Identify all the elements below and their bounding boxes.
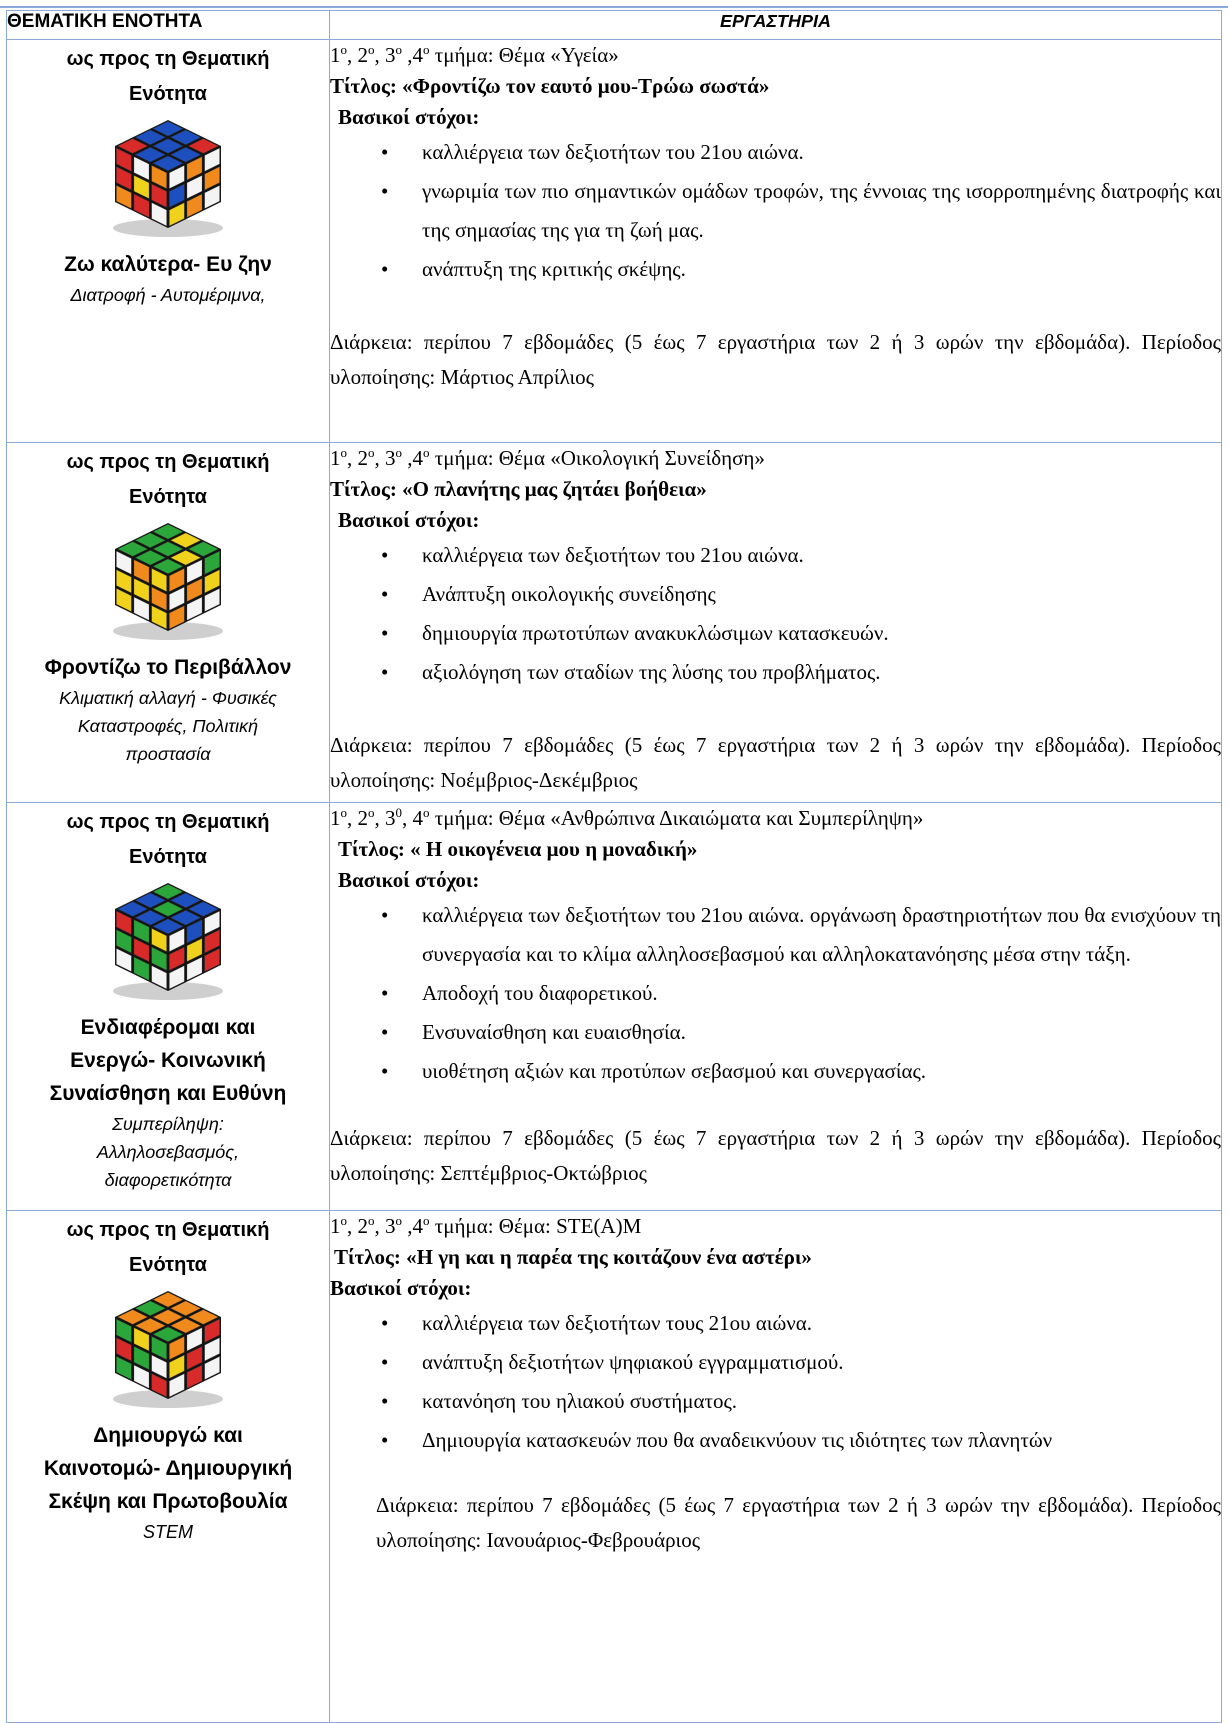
goal-item: • αξιολόγηση των σταδίων της λύσης του προβλήματος. <box>422 653 1221 692</box>
thematic-heading: Ενότητα <box>129 83 207 105</box>
goals-list <box>330 536 1221 692</box>
thematic-unit-title: Δημιουργώ και <box>93 1424 243 1447</box>
thematic-heading: Ενότητα <box>129 486 207 508</box>
workshop-title: Τίτλος: «Η γη και η παρέα της κοιτάζουν ένα αστέρι» <box>334 1245 812 1269</box>
thematic-heading: ως προς τη Θεματική <box>66 811 270 833</box>
thematic-heading: Ενότητα <box>129 1254 207 1276</box>
workshops-table <box>6 10 1222 1723</box>
thematic-unit-title: Συναίσθηση και Ευθύνη <box>49 1082 287 1105</box>
thematic-heading: ως προς τη Θεματική <box>66 1219 270 1241</box>
goal-item: • υιοθέτηση αξιών και προτύπων σεβασμού και συνεργασίας. <box>422 1052 1221 1091</box>
header-thematic-unit: ΘΕΜΑΤΙΚΗ ΕΝΟΤΗΤΑ <box>7 11 330 40</box>
thematic-unit-cell <box>7 443 330 803</box>
thematic-unit-cell <box>7 1211 330 1723</box>
thematic-unit-title: Φροντίζω το Περιβάλλον <box>44 656 292 679</box>
thematic-unit-cell <box>7 40 330 443</box>
workshop-duration: Διάρκεια: περίπου 7 εβδομάδες (5 έως 7 εργαστήρια των 2 ή 3 ωρών την εβδομάδα). Περίοδος υλοποίησης: Σεπτέμβριος-Οκτώβριος <box>330 1126 1221 1185</box>
thematic-unit-cell <box>7 803 330 1211</box>
workshop-cell <box>330 40 1222 443</box>
table-row <box>7 443 1222 803</box>
workshop-cell <box>330 1211 1222 1723</box>
thematic-unit-subtitle: διαφορετικότητα <box>104 1170 232 1190</box>
rubiks-cube-icon <box>93 116 243 240</box>
table-row <box>7 1211 1222 1723</box>
header-workshops: ΕΡΓΑΣΤΗΡΙΑ <box>330 11 1222 40</box>
thematic-heading: ως προς τη Θεματική <box>66 48 270 70</box>
page-top-border <box>0 0 1228 8</box>
workshop-duration: Διάρκεια: περίπου 7 εβδομάδες (5 έως 7 εργαστήρια των 2 ή 3 ωρών την εβδομάδα). Περίοδος υλοποίησης: Μάρτιος Απρίλιος <box>330 330 1221 389</box>
goals-label: Βασικοί στόχοι: <box>330 1276 472 1300</box>
goals-label: Βασικοί στόχοι: <box>338 105 480 129</box>
goal-item: • καλλιέργεια των δεξιοτήτων του 21ου αιώνα. <box>422 536 1221 575</box>
goals-list <box>330 1304 1221 1460</box>
thematic-unit-subtitle: Διατροφή - Αυτομέριμνα, <box>70 285 266 305</box>
workshop-duration: Διάρκεια: περίπου 7 εβδομάδες (5 έως 7 εργαστήρια των 2 ή 3 ωρών την εβδομάδα). Περίοδος υλοποίησης: Νοέμβριος-Δεκέμβριος <box>330 733 1221 792</box>
workshop-grades: $1^o$, $2^o$, $3^o$ $,4^o$ τμήμα: Θέμα: STE(A)M <box>330 1213 642 1238</box>
thematic-unit-title: Σκέψη και Πρωτοβουλία <box>48 1490 288 1513</box>
thematic-unit-title: Ενδιαφέρομαι και <box>80 1016 256 1039</box>
thematic-unit-subtitle: STEM <box>142 1522 193 1542</box>
goal-item: • κατανόηση του ηλιακού συστήματος. <box>422 1382 1221 1421</box>
table-header-row <box>7 11 1222 40</box>
goals-label: Βασικοί στόχοι: <box>338 508 480 532</box>
goal-item: • Αποδοχή του διαφορετικού. <box>422 974 1221 1013</box>
goal-item: • καλλιέργεια των δεξιοτήτων τους 21ου αιώνα. <box>422 1304 1221 1343</box>
goal-item: • Ανάπτυξη οικολογικής συνείδησης <box>422 575 1221 614</box>
goal-item: • καλλιέργεια των δεξιοτήτων του 21ου αιώνα. <box>422 133 1221 172</box>
workshop-duration: Διάρκεια: περίπου 7 εβδομάδες (5 έως 7 εργαστήρια των 2 ή 3 ωρών την εβδομάδα). Περίοδος υλοποίησης: Ιανουάριος-Φεβρουάριος <box>376 1493 1221 1552</box>
rubiks-cube-icon <box>93 1287 243 1411</box>
workshop-title: Τίτλος: «Ο πλανήτης μας ζητάει βοήθεια» <box>330 477 707 501</box>
workshop-title: Τίτλος: « Η οικογένεια μου η μοναδική» <box>338 837 698 861</box>
workshop-grades: $1^o$, $2^o$, $3^o$ $,4^o$ τμήμα: Θέμα «Υγεία» <box>330 42 619 67</box>
goal-item: • Ενσυναίσθηση και ευαισθησία. <box>422 1013 1221 1052</box>
thematic-unit-title: Ζω καλύτερα- Ευ ζην <box>64 253 272 276</box>
goal-item: • δημιουργία πρωτοτύπων ανακυκλώσιμων κατασκευών. <box>422 614 1221 653</box>
goals-list <box>330 896 1221 1091</box>
workshop-grades: $1^o$, $2^o$, $3^o$ $,4^o$ τμήμα: Θέμα «Οικολογική Συνείδηση» <box>330 445 765 470</box>
thematic-unit-title: Ενεργώ- Κοινωνική <box>70 1049 266 1072</box>
rubiks-cube-icon <box>93 879 243 1003</box>
thematic-unit-subtitle: Συμπερίληψη: <box>112 1114 224 1134</box>
table-row <box>7 803 1222 1211</box>
goal-item: • Δημιουργία κατασκευών που θα αναδεικνύουν τις ιδιότητες των πλανητών <box>422 1421 1221 1460</box>
table-row <box>7 40 1222 443</box>
goal-item: • καλλιέργεια των δεξιοτήτων του 21ου αιώνα. οργάνωση δραστηριοτήτων που θα ενισχύουν τη συνεργασία και το κλίμα αλληλοσεβασμού και αλληλοκατανόησης μέσα στην τάξη. <box>422 896 1221 974</box>
goal-item: • ανάπτυξη δεξιοτήτων ψηφιακού εγγραμματισμού. <box>422 1343 1221 1382</box>
goal-item: • γνωριμία των πιο σημαντικών ομάδων τροφών, της έννοιας της ισορροπημένης διατροφής και της σημασίας της για τη ζωή μας. <box>422 172 1221 250</box>
workshop-title: Τίτλος: «Φροντίζω τον εαυτό μου-Τρώω σωστά» <box>330 74 770 98</box>
goal-item: • ανάπτυξη της κριτικής σκέψης. <box>422 250 1221 289</box>
workshop-cell <box>330 803 1222 1211</box>
thematic-unit-subtitle: Αλληλοσεβασμός, <box>96 1142 240 1162</box>
thematic-heading: ως προς τη Θεματική <box>66 451 270 473</box>
thematic-heading: Ενότητα <box>129 846 207 868</box>
thematic-unit-subtitle: Κλιματική αλλαγή - Φυσικές <box>59 688 277 708</box>
goals-list <box>330 133 1221 289</box>
goals-label: Βασικοί στόχοι: <box>338 868 480 892</box>
rubiks-cube-icon <box>93 519 243 643</box>
workshop-cell <box>330 443 1222 803</box>
thematic-unit-subtitle: προστασία <box>125 744 211 764</box>
thematic-unit-subtitle: Καταστροφές, Πολιτική <box>77 716 259 736</box>
thematic-unit-title: Καινοτομώ- Δημιουργική <box>43 1457 293 1480</box>
workshop-grades: $1^o$, $2^o$, $3^0$, $4^o$ τμήμα: Θέμα «Ανθρώπινα Δικαιώματα και Συμπερίληψη» <box>330 805 924 830</box>
